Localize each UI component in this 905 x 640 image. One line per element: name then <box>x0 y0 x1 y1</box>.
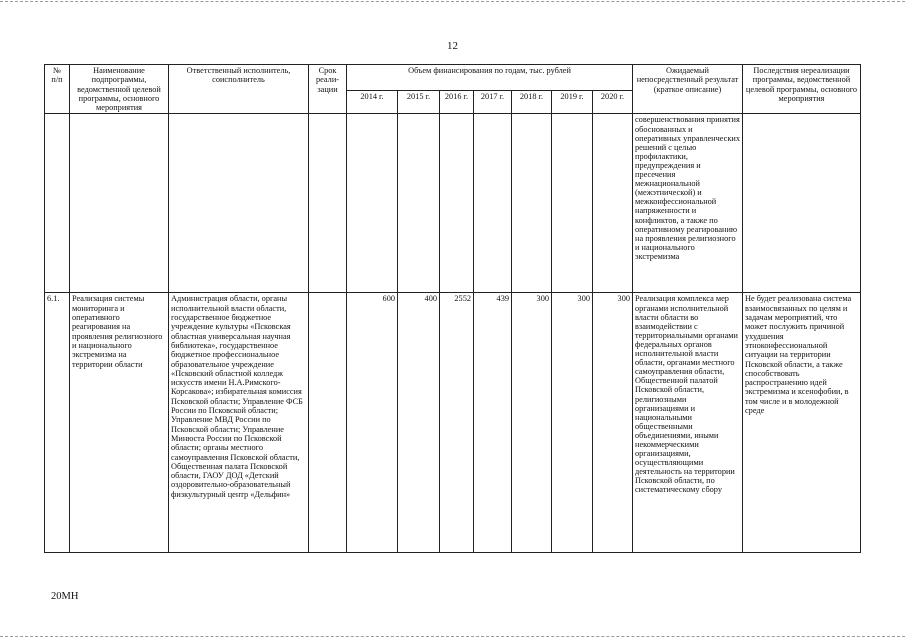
header-funding: Объем финансирования по годам, тыс. рублей <box>347 65 633 91</box>
value-2019: 300 <box>552 293 593 553</box>
row-executor: Администрация области, органы исполнительной власти области, государственное бюджетное учреждение культуры «Псковская областная универсальная научная библиотека», государственное бюджетное профессиональное образовательное учреждение «Псковский областной колледж искусств имени Н.А.Римского-Корсакова»; избирательная комиссия Псковской области; Управление ФСБ России по Псковской области; Управление МВД России по Псковской области; Управление Минюста России по Псковской области; органы местного самоуправления Псковской области, Общественная палата Псковской области, ГАОУ ДОД «Детский оздоровительно-образовательный физкультурный центр «Дельфин» <box>169 293 309 553</box>
cell-empty <box>474 114 512 293</box>
cell-empty <box>743 114 861 293</box>
cell-empty <box>552 114 593 293</box>
page-edge-bottom <box>0 636 905 637</box>
row-name: Реализация системы мониторинга и оперативного реагирования на проявления религиозного и национального экстремизма на территории области <box>70 293 169 553</box>
header-year-2015: 2015 г. <box>398 91 440 114</box>
value-2018: 300 <box>512 293 552 553</box>
page-edge-top <box>0 1 905 2</box>
cell-empty <box>45 114 70 293</box>
cell-empty <box>347 114 398 293</box>
header-result: Ожидаемый непосредственный результат (краткое описание) <box>633 65 743 114</box>
page-number: 12 <box>447 40 458 52</box>
value-2020: 300 <box>593 293 633 553</box>
header-year-2020: 2020 г. <box>593 91 633 114</box>
value-2017: 439 <box>474 293 512 553</box>
row-term <box>309 293 347 553</box>
cell-empty <box>440 114 474 293</box>
row-num: 6.1. <box>45 293 70 553</box>
header-year-2016: 2016 г. <box>440 91 474 114</box>
cell-empty <box>398 114 440 293</box>
header-year-2017: 2017 г. <box>474 91 512 114</box>
continuation-result: совершенствования принятия обоснованных и оперативных управленческих решений с целью профилактики, предупреждения и пресечения межнациональной (межэтнической) и межконфессиональной напряженности и конфликтов, а также по оперативному реагированию на проявления религиозного и национального экстремизма <box>633 114 743 293</box>
cell-empty <box>169 114 309 293</box>
header-year-2018: 2018 г. <box>512 91 552 114</box>
header-executor: Ответственный исполнитель, соисполнитель <box>169 65 309 114</box>
table-row-6-1 <box>45 293 861 553</box>
header-name: Наименование подпрограммы, ведомственной целевой программы, основного мероприятия <box>70 65 169 114</box>
value-2015: 400 <box>398 293 440 553</box>
row-consequences: Не будет реализована система взаимосвязанных по целям и задачам мероприятий, что может послужить причиной ухудшения этноконфессиональной ситуации на территории Псковской области, а также способствовать распространению идей экстремизма и ксенофобии, в том числе и в молодежной среде <box>743 293 861 553</box>
value-2016: 2552 <box>440 293 474 553</box>
header-year-2019: 2019 г. <box>552 91 593 114</box>
header-term: Срок реали-зации <box>309 65 347 114</box>
cell-empty <box>70 114 169 293</box>
header-year-2014: 2014 г. <box>347 91 398 114</box>
header-num: № п/п <box>45 65 70 114</box>
row-result: Реализация комплекса мер органами исполнительной власти области во взаимодействии с территориальными органами федеральных органов исполнительной власти области, органами местного самоуправления области, Общественной палатой Псковской области, религиозными организациями и национальными общественными объединениями, иными некоммерческими организациями, осуществляющими деятельность на территории Псковской области, по систематическому сбору <box>633 293 743 553</box>
program-table <box>44 64 861 553</box>
header-consequences: Последствия нереализации программы, ведомственной целевой программы, основного мероприятия <box>743 65 861 114</box>
footer-code: 20МН <box>51 591 79 602</box>
cell-empty <box>309 114 347 293</box>
header-row <box>45 65 861 91</box>
cell-empty <box>593 114 633 293</box>
value-2014: 600 <box>347 293 398 553</box>
cell-empty <box>512 114 552 293</box>
table-row-continuation <box>45 114 861 293</box>
